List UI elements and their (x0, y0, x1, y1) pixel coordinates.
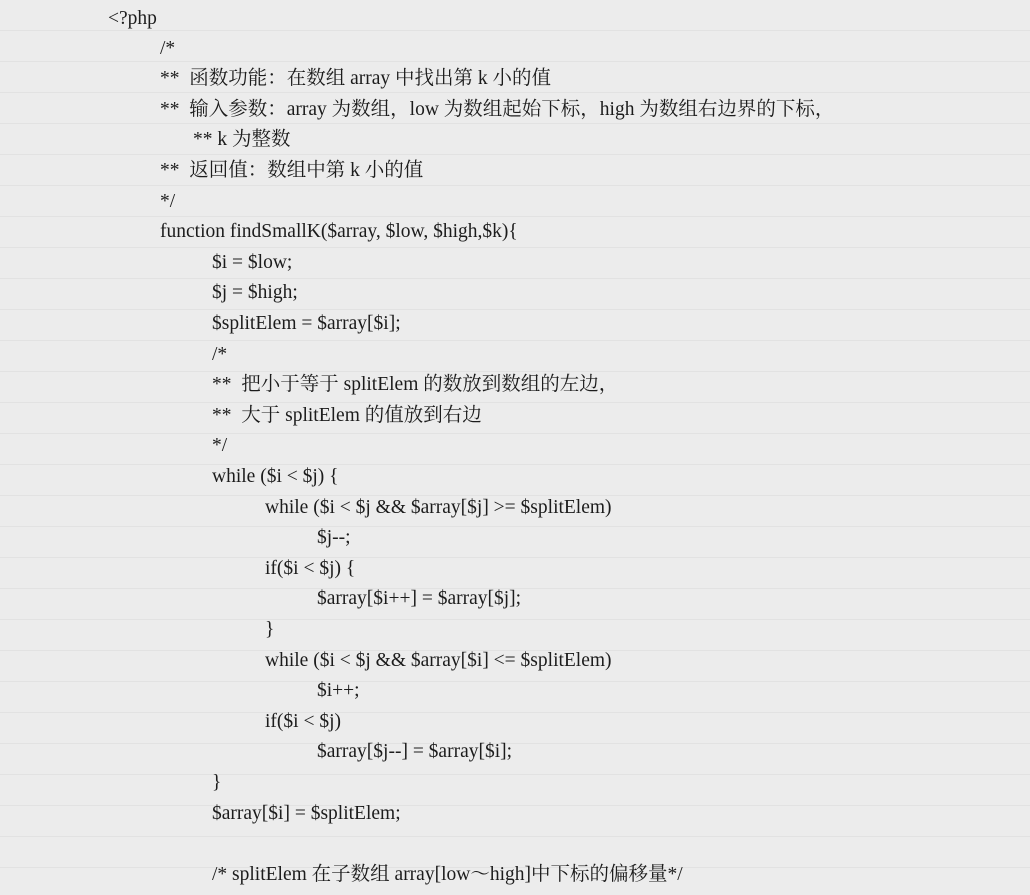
code-line: ** 把小于等于 splitElem 的数放到数组的左边， (212, 374, 619, 395)
code-line: $i++; (317, 680, 360, 701)
code-line (0, 829, 212, 860)
code-line: */ (212, 435, 228, 456)
code-line: /* splitElem 在子数组 array[low～high]中下标的偏移量*/ (212, 864, 683, 885)
code-line: ** 返回值：数组中第 k 小的值 (160, 160, 424, 181)
code-line: /* (160, 38, 176, 59)
code-line: } (265, 619, 275, 640)
code-line: $j--; (317, 527, 351, 548)
code-line: while ($i < $j && $array[$j] >= $splitElem) (265, 497, 612, 518)
code-line: ** 大于 splitElem 的值放到右边 (212, 405, 482, 426)
code-line: while ($i < $j && $array[$i] <= $splitElem) (265, 650, 612, 671)
code-line: $array[$i] = $splitElem; (212, 803, 401, 824)
code-line: <?php (108, 8, 157, 29)
code-line: $splitElem = $array[$i]; (212, 313, 401, 334)
code-line: while ($i < $j) { (212, 466, 339, 487)
code-line: ** 函数功能：在数组 array 中找出第 k 小的值 (160, 68, 552, 89)
code-line: */ (160, 191, 176, 212)
code-line: ** k 为整数 (193, 129, 291, 150)
code-line: $array[$i++] = $array[$j]; (317, 588, 522, 609)
code-line: $i = $low; (212, 252, 293, 273)
code-line: $j = $high; (212, 282, 298, 303)
code-line: ** 输入参数：array 为数组，low 为数组起始下标，high 为数组右边界的下标， (160, 99, 835, 120)
code-line: } (212, 772, 222, 793)
code-line: if($i < $j) { (265, 558, 356, 579)
code-line: if($i < $j) (265, 711, 341, 732)
code-line: $array[$j--] = $array[$i]; (317, 741, 513, 762)
code-line: /* (212, 344, 228, 365)
code-line: function findSmallK($array, $low, $high,$k){ (160, 221, 518, 242)
